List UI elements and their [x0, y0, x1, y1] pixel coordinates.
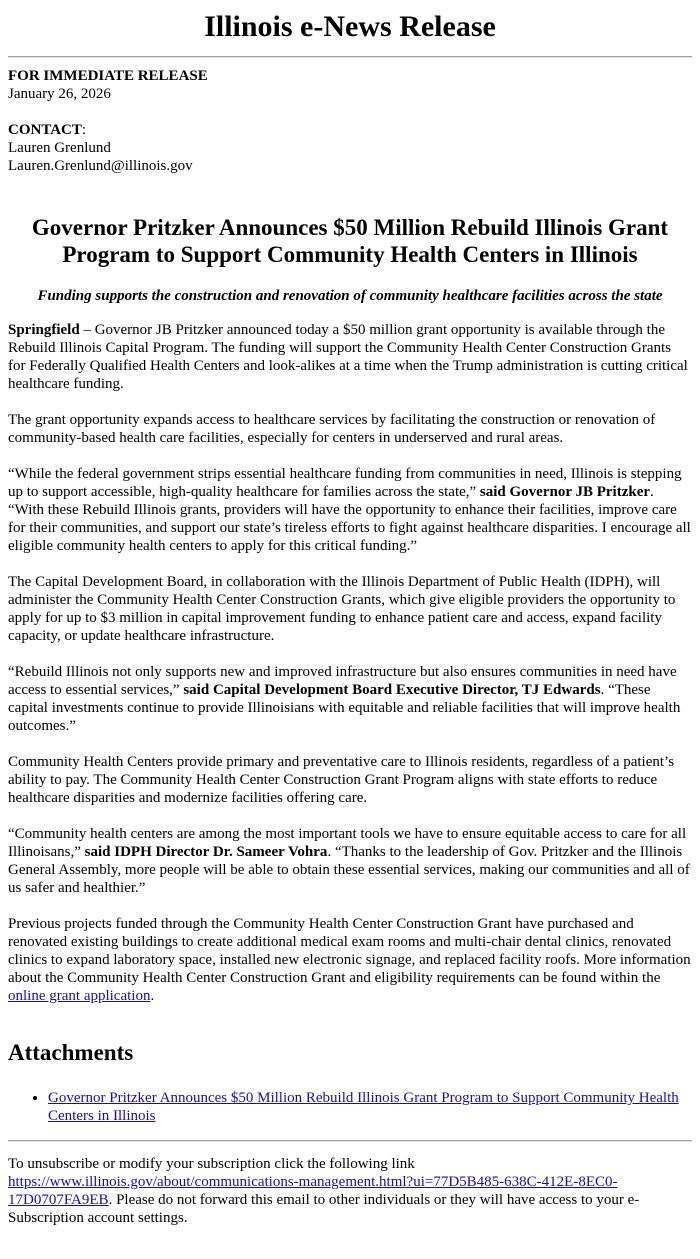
paragraph-intro-text: – Governor JB Pritzker announced today a $50 million grant opportunity is available through the Rebuild Illinois Capital Program. The funding will support the Community Health Center Construction Grants for Federally Qualified Health Centers and look-alikes at a time when the Trump administration is cutting critical healthcare funding.: [8, 322, 688, 392]
release-date: January 26, 2026: [8, 86, 111, 102]
previous-projects-text: Previous projects funded through the Community Health Center Construction Grant have purchased and renovated existing buildings to create additional medical exam rooms and multi-chair dental clinics, renovated clinics to expand laboratory space, installed new electronic signage, and replaced facility roofs. More information about the Community Health Center Construction Grant and eligibility requirements can be found within the: [8, 916, 691, 986]
dateline: Springfield: [8, 322, 80, 338]
paragraph-idph-quote: [8, 825, 692, 897]
paragraph-cdb-quote: [8, 663, 692, 735]
footer-outro: . Please do not forward this email to other individuals or they will have access to your e-Subscription account settings.: [8, 1192, 640, 1226]
article-subheadline: Funding supports the construction and renovation of community healthcare facilities across the state: [37, 288, 663, 304]
footer-divider: [8, 1140, 692, 1142]
idph-speaker: said IDPH Director Dr. Sameer Vohra: [84, 844, 328, 860]
contact-email: Lauren.Grenlund@illinois.gov: [8, 158, 193, 174]
article-headline: Governor Pritzker Announces $50 Million Rebuild Illinois Grant Program to Support Community Health Centers in Illinois: [31, 215, 669, 267]
governor-speaker: said Governor JB Pritzker: [479, 484, 651, 500]
paragraph-grant-opportunity: The grant opportunity expands access to healthcare services by facilitating the construction or renovation of community-based health care facilities, especially for centers in underserved and rural areas.: [8, 412, 656, 446]
contact-label: CONTACT: [8, 122, 82, 138]
attachments-heading: Attachments: [8, 1040, 134, 1065]
banner-divider: [8, 56, 692, 58]
attachments-list: [8, 1089, 692, 1125]
unsubscribe-link[interactable]: https://www.illinois.gov/about/communications-management.html?ui=77D5B485-638C-412E-8EC0-17D0707FA9EB: [8, 1174, 618, 1208]
contact-name: Lauren Grenlund: [8, 140, 111, 156]
idph-quote-a: “Community health centers are among the most important tools we have to ensure equitable access to care for all Illinoisans,”: [8, 826, 687, 860]
banner-title: Illinois e-News Release: [204, 10, 496, 43]
paragraph-previous-projects: [8, 915, 692, 1005]
attachment-link[interactable]: Governor Pritzker Announces $50 Million Rebuild Illinois Grant Program to Support Community Health Centers in Illinois: [48, 1090, 679, 1124]
contact-info: [8, 121, 692, 175]
previous-projects-end: .: [150, 988, 155, 1004]
online-grant-application-link[interactable]: online grant application: [8, 988, 151, 1004]
paragraph-governor-quote: [8, 465, 692, 555]
paragraph-health-centers: Community Health Centers provide primary and preventative care to Illinois residents, regardless of a patient’s ability to pay. The Community Health Center Construction Grant Program aligns with state efforts to reduce healthcare disparities and modernize facilities offering care.: [8, 754, 675, 806]
paragraph-intro: [8, 321, 692, 393]
governor-quote-a: “While the federal government strips essential healthcare funding from communities in need, Illinois is stepping up to support accessible, high-quality healthcare for families across the state,”: [8, 466, 682, 500]
governor-quote-b: . “With these Rebuild Illinois grants, providers will have the opportunity to enhance their facilities, improve care for their communities, and support our state’s tireless efforts to fight against healthcare disparities. I encourage all eligible community health centers to apply for this critical funding.”: [8, 484, 691, 554]
contact-colon: :: [81, 122, 87, 138]
paragraph-capital-board: The Capital Development Board, in collaboration with the Illinois Department of Public Health (IDPH), will administer the Community Health Center Construction Grants, which give eligible providers the opportunity to apply for up to $3 million in capital improvement funding to enhance patient care and access, expand facility capacity, or update healthcare infrastructure.: [8, 574, 676, 644]
release-label: FOR IMMEDIATE RELEASE: [8, 68, 208, 84]
cdb-quote-a: “Rebuild Illinois not only supports new and improved infrastructure but also ensures communities in need have access to essential services,”: [8, 664, 677, 698]
footer: [8, 1155, 692, 1227]
idph-quote-b: . “Thanks to the leadership of Gov. Pritzker and the Illinois General Assembly, more people will be able to obtain these essential services, making our communities and all of us safer and healthier.”: [8, 844, 690, 896]
footer-intro: To unsubscribe or modify your subscription click the following link: [8, 1156, 415, 1172]
contact-heading: [8, 121, 692, 139]
cdb-speaker: said Capital Development Board Executive Director, TJ Edwards: [183, 682, 601, 698]
cdb-quote-b: . “These capital investments continue to provide Illinoisians with equitable and reliable facilities that will improve health outcomes.”: [8, 682, 681, 734]
attachment-item: [48, 1089, 692, 1125]
release-info: [8, 67, 692, 103]
